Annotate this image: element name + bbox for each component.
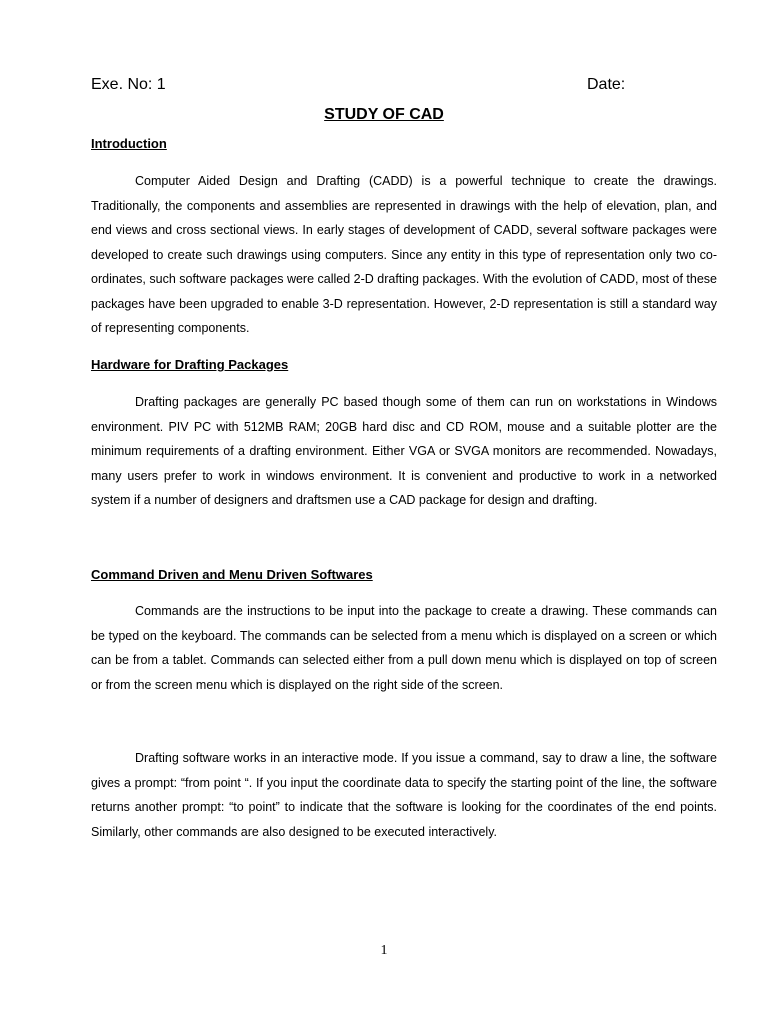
introduction-heading: Introduction (91, 136, 167, 151)
page-number: 1 (380, 943, 388, 958)
hardware-paragraph: Drafting packages are generally PC based though some of them can run on workstations in Windows environment. PIV PC with 512MB RAM; 20GB hard disc and CD ROM, mouse and a suitable plotter are the minimum requirements of a drafting environment. Either VGA or SVGA monitors are recommended. Nowadays, many users prefer to work in windows environment. It is convenient and productive to work in a networked system if a number of designers and draftsmen use a CAD package for design and drafting. (91, 395, 717, 507)
introduction-paragraph: Computer Aided Design and Drafting (CADD) is a powerful technique to create the drawings. Traditionally, the components and assemblies are represented in drawings with the help of elevation, plan, and end views and cross sectional views. In early stages of development of CADD, several software packages were developed to create such drawings using computers. Since any entity in this type of representation only two co-ordinates, such software packages were called 2-D drafting packages. With the evolution of CADD, most of these packages have been upgraded to enable 3-D representation. However, 2-D representation is still a standard way of representing components. (91, 174, 718, 335)
commands-heading: Command Driven and Menu Driven Softwares (91, 567, 373, 582)
hardware-heading: Hardware for Drafting Packages (91, 357, 289, 372)
document-title: STUDY OF CAD (324, 106, 444, 123)
date-label: Date: (587, 76, 626, 93)
commands-paragraph-1: Commands are the instructions to be input into the package to create a drawing. These commands can be typed on the keyboard. The commands can be selected from a menu which is displayed on a screen or which can be from a tablet. Commands can selected either from a pull down menu which is displayed on top of screen or from the screen menu which is displayed on the right side of the screen. (91, 604, 717, 692)
commands-paragraph-2: Drafting software works in an interactive mode. If you issue a command, say to draw a line, the software gives a prompt: “from point “. If you input the coordinate data to specify the starting point of the line, the software returns another prompt: “to point” to indicate that the software is looking for the coordinates of the end points. Similarly, other commands are also designed to be executed interactively. (91, 751, 717, 839)
exercise-number: Exe. No: 1 (91, 76, 166, 93)
